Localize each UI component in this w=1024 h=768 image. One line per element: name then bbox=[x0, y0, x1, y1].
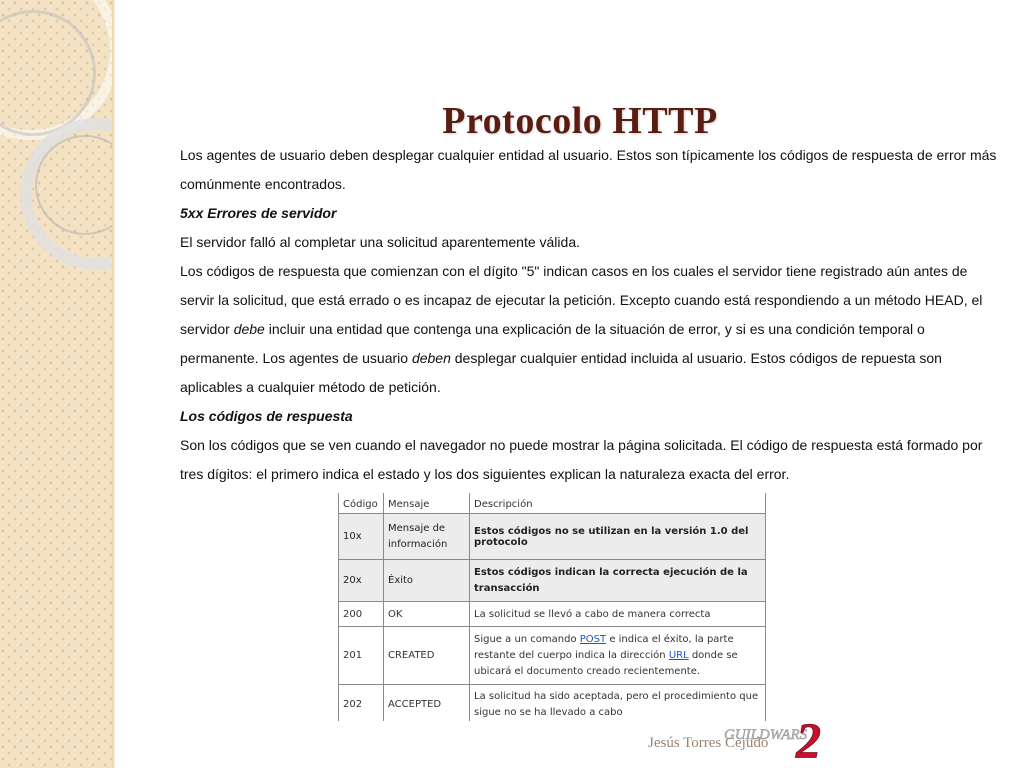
cell-code: 201 bbox=[339, 627, 384, 685]
status-codes-table-image bbox=[338, 493, 766, 721]
table-row bbox=[339, 602, 766, 627]
cell-description: La solicitud ha sido aceptada, pero el procedimiento que sigue no se ha llevado a cabo bbox=[470, 685, 766, 722]
cell-message: OK bbox=[384, 602, 470, 627]
cell-message: ACCEPTED bbox=[384, 685, 470, 722]
cell-description: La solicitud se llevó a cabo de manera correcta bbox=[470, 602, 766, 627]
codes-5-paragraph: Los códigos de respuesta que comienzan con el dígito "5" indican casos en los cuales el servidor tiene registrado aún antes de servir la solicitud, que está errado o es incapaz de ejecutar la petición. Excepto cuando está respondiendo a un método HEAD, el servidor debe incluir una entidad que contenga una explicación de la situación de error, y si es una condición temporal o permanente. Los agentes de usuario deben desplegar cualquier entidad incluida al usuario. Estos códigos de repuesta son aplicables a cualquier método de petición. bbox=[180, 263, 983, 395]
cell-description: Sigue a un comando POST e indica el éxito, la parte restante del cuerpo indica la dirección URL donde se ubicará el documento creado recientemente. bbox=[470, 627, 766, 685]
cell-code: 202 bbox=[339, 685, 384, 722]
cell-code: 20x bbox=[339, 560, 384, 602]
logo-wordmark: GUILDWARS bbox=[724, 727, 808, 743]
footer-author: Jesús Torres Cejudo bbox=[648, 735, 769, 751]
table-row bbox=[339, 560, 766, 602]
intro-paragraph: Los agentes de usuario deben desplegar cualquier entidad al usuario. Estos son típicamente los códigos de respuesta de error más comúnmente encontrados. bbox=[180, 147, 997, 192]
server-error-paragraph: El servidor falló al completar una solicitud aparentemente válida. bbox=[180, 234, 580, 250]
cell-code: 10x bbox=[339, 514, 384, 560]
strip-edge bbox=[112, 0, 115, 768]
table-row bbox=[339, 514, 766, 560]
table-row bbox=[339, 627, 766, 685]
emphasis-debe: debe bbox=[233, 321, 265, 337]
slide-body bbox=[180, 141, 1000, 489]
url-link[interactable]: URL bbox=[668, 649, 689, 661]
section-heading-5xx: 5xx Errores de servidor bbox=[180, 205, 337, 221]
cell-message: Mensaje de información bbox=[384, 514, 470, 560]
logo-numeral: 2 bbox=[796, 712, 821, 765]
table-header-row bbox=[339, 493, 766, 514]
cell-description: Estos códigos no se utilizan en la versión 1.0 del protocolo bbox=[470, 514, 766, 560]
decorative-side-strip bbox=[0, 0, 112, 768]
slide-title: Protocolo HTTP bbox=[442, 100, 718, 143]
header-code: Código bbox=[339, 493, 384, 514]
cell-message: Éxito bbox=[384, 560, 470, 602]
cell-description: Estos códigos indican la correcta ejecución de la transacción bbox=[470, 560, 766, 602]
emphasis-deben: deben bbox=[411, 350, 451, 366]
cell-message: CREATED bbox=[384, 627, 470, 685]
cell-code: 200 bbox=[339, 602, 384, 627]
header-description: Descripción bbox=[470, 493, 766, 514]
guildwars-logo bbox=[720, 705, 845, 765]
post-link[interactable]: POST bbox=[579, 633, 607, 645]
status-codes-table bbox=[338, 493, 766, 721]
table-row bbox=[339, 685, 766, 722]
header-message: Mensaje bbox=[384, 493, 470, 514]
section-heading-response-codes: Los códigos de respuesta bbox=[180, 408, 353, 424]
response-codes-paragraph: Son los códigos que se ven cuando el navegador no puede mostrar la página solicitada. El código de respuesta está formado por tres dígitos: el primero indica el estado y los dos siguientes explican la naturaleza exacta del error. bbox=[180, 437, 983, 482]
